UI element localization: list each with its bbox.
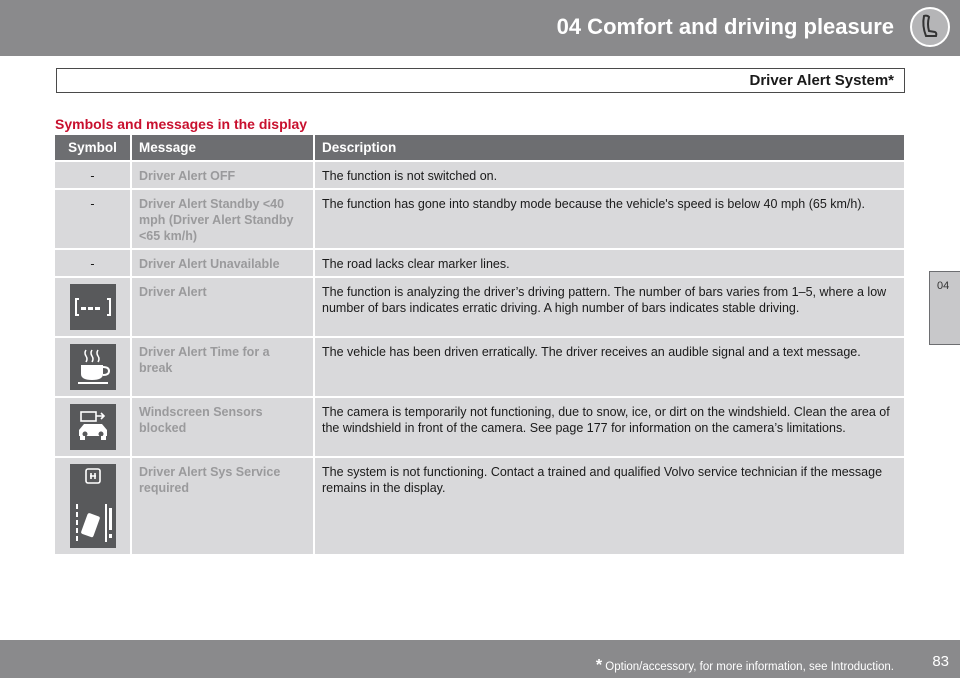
symbol-cell xyxy=(55,398,132,456)
description-cell: The function has gone into standby mode because the vehicle's speed is below 40 mph (65 km/h). xyxy=(322,197,865,211)
description-cell: The camera is temporarily not functioning, due to snow, ice, or dirt on the windshield. Clean the area of the windshield in front of the camera. See page 177 for information on the camera’s limitations. xyxy=(322,405,890,435)
chapter-title: 04 Comfort and driving pleasure xyxy=(556,14,894,39)
message-cell: Driver Alert Sys Service required xyxy=(132,458,315,554)
table-row xyxy=(55,398,904,458)
description-cell: The system is not functioning. Contact a trained and qualified Volvo service technician if the message remains in the display. xyxy=(322,465,883,495)
description-cell: The function is not switched on. xyxy=(322,169,498,183)
footnote-text: Option/accessory, for more information, see Introduction. xyxy=(605,661,894,673)
message-cell: Driver Alert Time for a break xyxy=(132,338,315,396)
table-row xyxy=(55,162,904,190)
column-header-description: Description xyxy=(322,140,397,155)
table-row xyxy=(55,278,904,338)
message-cell: Driver Alert Unavailable xyxy=(132,250,315,276)
symbol-cell xyxy=(55,338,132,396)
symbol-cell xyxy=(55,458,132,554)
table-row xyxy=(55,190,904,250)
column-header-message: Message xyxy=(132,135,315,160)
sub-heading: Symbols and messages in the display xyxy=(55,116,308,132)
table-header-row xyxy=(55,135,904,162)
symbols-table xyxy=(55,135,904,554)
description-cell: The vehicle has been driven erratically. The driver receives an audible signal and a text message. xyxy=(322,345,861,359)
seat-icon xyxy=(909,6,951,48)
page-number: 83 xyxy=(932,653,949,670)
table-row xyxy=(55,338,904,398)
section-title-box xyxy=(56,68,905,93)
service-warning-icon xyxy=(70,464,116,548)
column-header-symbol: Symbol xyxy=(55,135,132,160)
message-cell: Driver Alert Standby <40 mph (Driver Alert Standby <65 km/h) xyxy=(132,190,315,248)
chapter-side-tab xyxy=(929,271,960,345)
section-title: Driver Alert System* xyxy=(749,72,894,89)
symbol-cell: - xyxy=(55,190,132,248)
table-row xyxy=(55,250,904,278)
bar-indicator-icon xyxy=(70,284,116,330)
header-bar xyxy=(0,0,960,56)
symbol-cell: - xyxy=(55,250,132,276)
symbol-cell xyxy=(55,278,132,336)
message-cell: Windscreen Sensors blocked xyxy=(132,398,315,456)
side-tab-label: 04 xyxy=(937,280,950,292)
footer-bar xyxy=(0,640,960,678)
table-row xyxy=(55,458,904,554)
symbol-cell: - xyxy=(55,162,132,188)
camera-car-icon xyxy=(70,404,116,450)
coffee-cup-icon xyxy=(70,344,116,390)
message-cell: Driver Alert OFF xyxy=(132,162,315,188)
message-cell: Driver Alert xyxy=(132,278,315,336)
description-cell: The road lacks clear marker lines. xyxy=(322,257,510,271)
footnote xyxy=(596,657,894,675)
footnote-asterisk: * xyxy=(595,657,603,674)
description-cell: The function is analyzing the driver’s driving pattern. The number of bars varies from 1–5, where a low number of bars indicates erratic driving. A high number of bars indicates stable driving. xyxy=(322,285,887,315)
